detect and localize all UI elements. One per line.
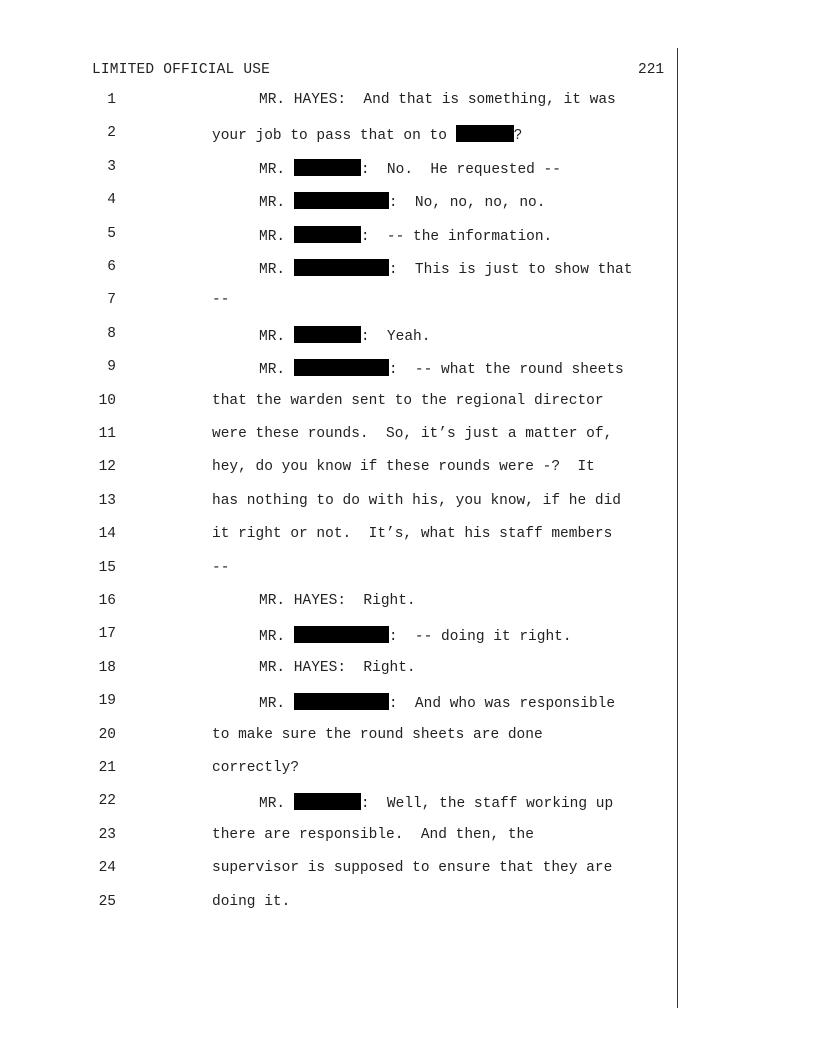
- line-text-segment: : Yeah.: [360, 328, 431, 345]
- line-text: [212, 760, 299, 776]
- line-number: 5: [107, 225, 116, 242]
- transcript-line: [0, 593, 680, 615]
- transcript-line: [0, 292, 680, 314]
- line-text-segment: has nothing to do with his, you know, if he did: [212, 492, 621, 509]
- transcript-line: [0, 125, 680, 147]
- transcript-line: [0, 526, 680, 548]
- line-number: 25: [98, 893, 116, 910]
- transcript-line: [0, 359, 680, 381]
- line-text: [212, 560, 229, 576]
- transcript-line: [0, 493, 680, 515]
- line-number: 6: [107, 259, 116, 275]
- line-number: 18: [98, 659, 116, 676]
- line-text-segment: correctly?: [212, 760, 300, 776]
- line-text: [259, 92, 616, 108]
- line-text-segment: --: [212, 559, 230, 576]
- line-text-segment: MR.: [259, 328, 294, 345]
- redaction-box: [294, 626, 389, 643]
- redaction-box: [294, 159, 361, 176]
- line-number: 15: [98, 559, 116, 576]
- line-text-segment: : This is just to show that: [388, 262, 633, 278]
- line-number: 8: [107, 325, 116, 342]
- classification-header: LIMITED OFFICIAL USE: [92, 62, 271, 78]
- line-text-segment: there are responsible. And then, the: [212, 826, 534, 843]
- transcript-line: [0, 259, 680, 281]
- line-text-segment: ?: [513, 128, 523, 145]
- transcript-line: [0, 426, 680, 448]
- transcript-line: [0, 226, 680, 248]
- line-number: 16: [98, 593, 116, 609]
- line-number: 2: [107, 125, 116, 142]
- transcript-line: [0, 727, 680, 749]
- line-number: 17: [98, 626, 116, 643]
- line-text: [259, 593, 416, 609]
- line-text-segment: your job to pass that on to: [212, 128, 456, 145]
- line-text: [259, 226, 552, 245]
- line-number: 3: [107, 158, 116, 175]
- line-text: [259, 626, 572, 645]
- line-text-segment: : -- the information.: [360, 228, 553, 245]
- line-text-segment: MR.: [259, 161, 294, 178]
- line-number: 10: [98, 392, 116, 409]
- transcript-line: [0, 560, 680, 582]
- line-text: [212, 393, 604, 409]
- transcript-line: [0, 760, 680, 782]
- line-text-segment: : No. He requested --: [360, 161, 561, 178]
- line-text-segment: : No, no, no, no.: [388, 195, 546, 212]
- line-text-segment: MR.: [259, 195, 294, 212]
- transcript-line: [0, 326, 680, 348]
- line-text: [212, 459, 595, 475]
- line-text-segment: to make sure the round sheets are done: [212, 726, 543, 743]
- line-text-segment: MR.: [259, 629, 294, 646]
- line-text-segment: were these rounds. So, it’s just a matter of,: [212, 426, 613, 442]
- line-text-segment: MR. HAYES: Right.: [259, 659, 416, 676]
- line-number: 23: [98, 826, 116, 843]
- line-text: [212, 125, 522, 144]
- redaction-box: [294, 226, 361, 243]
- line-text: [212, 526, 612, 542]
- line-text-segment: MR.: [259, 228, 294, 245]
- line-text: [259, 793, 613, 812]
- transcript-line: [0, 159, 680, 181]
- line-text-segment: : Well, the staff working up: [360, 796, 614, 813]
- redaction-box: [294, 326, 361, 343]
- transcript-line: [0, 626, 680, 648]
- line-text: [259, 359, 624, 378]
- transcript-line: [0, 693, 680, 715]
- line-number: 24: [98, 860, 116, 877]
- line-text-segment: doing it.: [212, 893, 291, 910]
- transcript-line: [0, 192, 680, 214]
- line-number: 19: [98, 693, 116, 710]
- redaction-box: [294, 359, 389, 376]
- line-text-segment: MR.: [259, 262, 294, 278]
- line-number: 14: [98, 526, 116, 543]
- line-text-segment: that the warden sent to the regional director: [212, 392, 604, 409]
- transcript-line: [0, 894, 680, 916]
- redaction-box: [294, 793, 361, 810]
- line-text-segment: hey, do you know if these rounds were -? It: [212, 459, 595, 476]
- redaction-box: [294, 693, 389, 710]
- line-text-segment: MR.: [259, 696, 294, 713]
- line-text-segment: supervisor is supposed to ensure that they are: [212, 860, 613, 877]
- line-text-segment: MR. HAYES: Right.: [259, 593, 416, 609]
- line-text-segment: --: [212, 292, 230, 309]
- line-number: 20: [98, 726, 116, 743]
- redaction-box: [456, 125, 514, 142]
- line-text: [212, 860, 612, 876]
- line-number: 1: [107, 92, 116, 108]
- line-number: 9: [107, 359, 116, 376]
- line-text: [259, 326, 430, 345]
- line-number: 13: [98, 492, 116, 509]
- line-number: 11: [98, 426, 116, 442]
- line-number: 12: [98, 459, 116, 476]
- line-number: 21: [98, 760, 116, 776]
- line-text: [212, 493, 621, 509]
- transcript-line: [0, 92, 680, 114]
- line-text: [259, 693, 615, 712]
- transcript-line: [0, 793, 680, 815]
- line-text: [212, 894, 290, 910]
- transcript-line: [0, 660, 680, 682]
- line-text: [212, 727, 543, 743]
- line-text-segment: : -- doing it right.: [388, 629, 572, 646]
- transcript-line: [0, 393, 680, 415]
- line-text-segment: MR.: [259, 362, 294, 379]
- line-text-segment: MR. HAYES: And that is something, it was: [259, 92, 616, 108]
- line-text: [212, 827, 534, 843]
- line-text-segment: MR.: [259, 796, 294, 813]
- line-text-segment: : -- what the round sheets: [388, 362, 624, 379]
- line-text-segment: : And who was responsible: [388, 696, 616, 713]
- line-number: 22: [98, 793, 116, 810]
- line-text: [259, 660, 416, 676]
- transcript-line: [0, 827, 680, 849]
- line-text: [212, 292, 229, 308]
- line-number: 4: [107, 192, 116, 209]
- line-text: [212, 426, 612, 442]
- line-number: 7: [107, 292, 116, 309]
- transcript-line: [0, 459, 680, 481]
- page-number: 221: [638, 62, 665, 78]
- line-text: [259, 259, 632, 278]
- redaction-box: [294, 259, 389, 276]
- line-text: [259, 192, 545, 211]
- line-text-segment: it right or not. It’s, what his staff members: [212, 526, 613, 543]
- transcript-line: [0, 860, 680, 882]
- line-text: [259, 159, 561, 178]
- redaction-box: [294, 192, 389, 209]
